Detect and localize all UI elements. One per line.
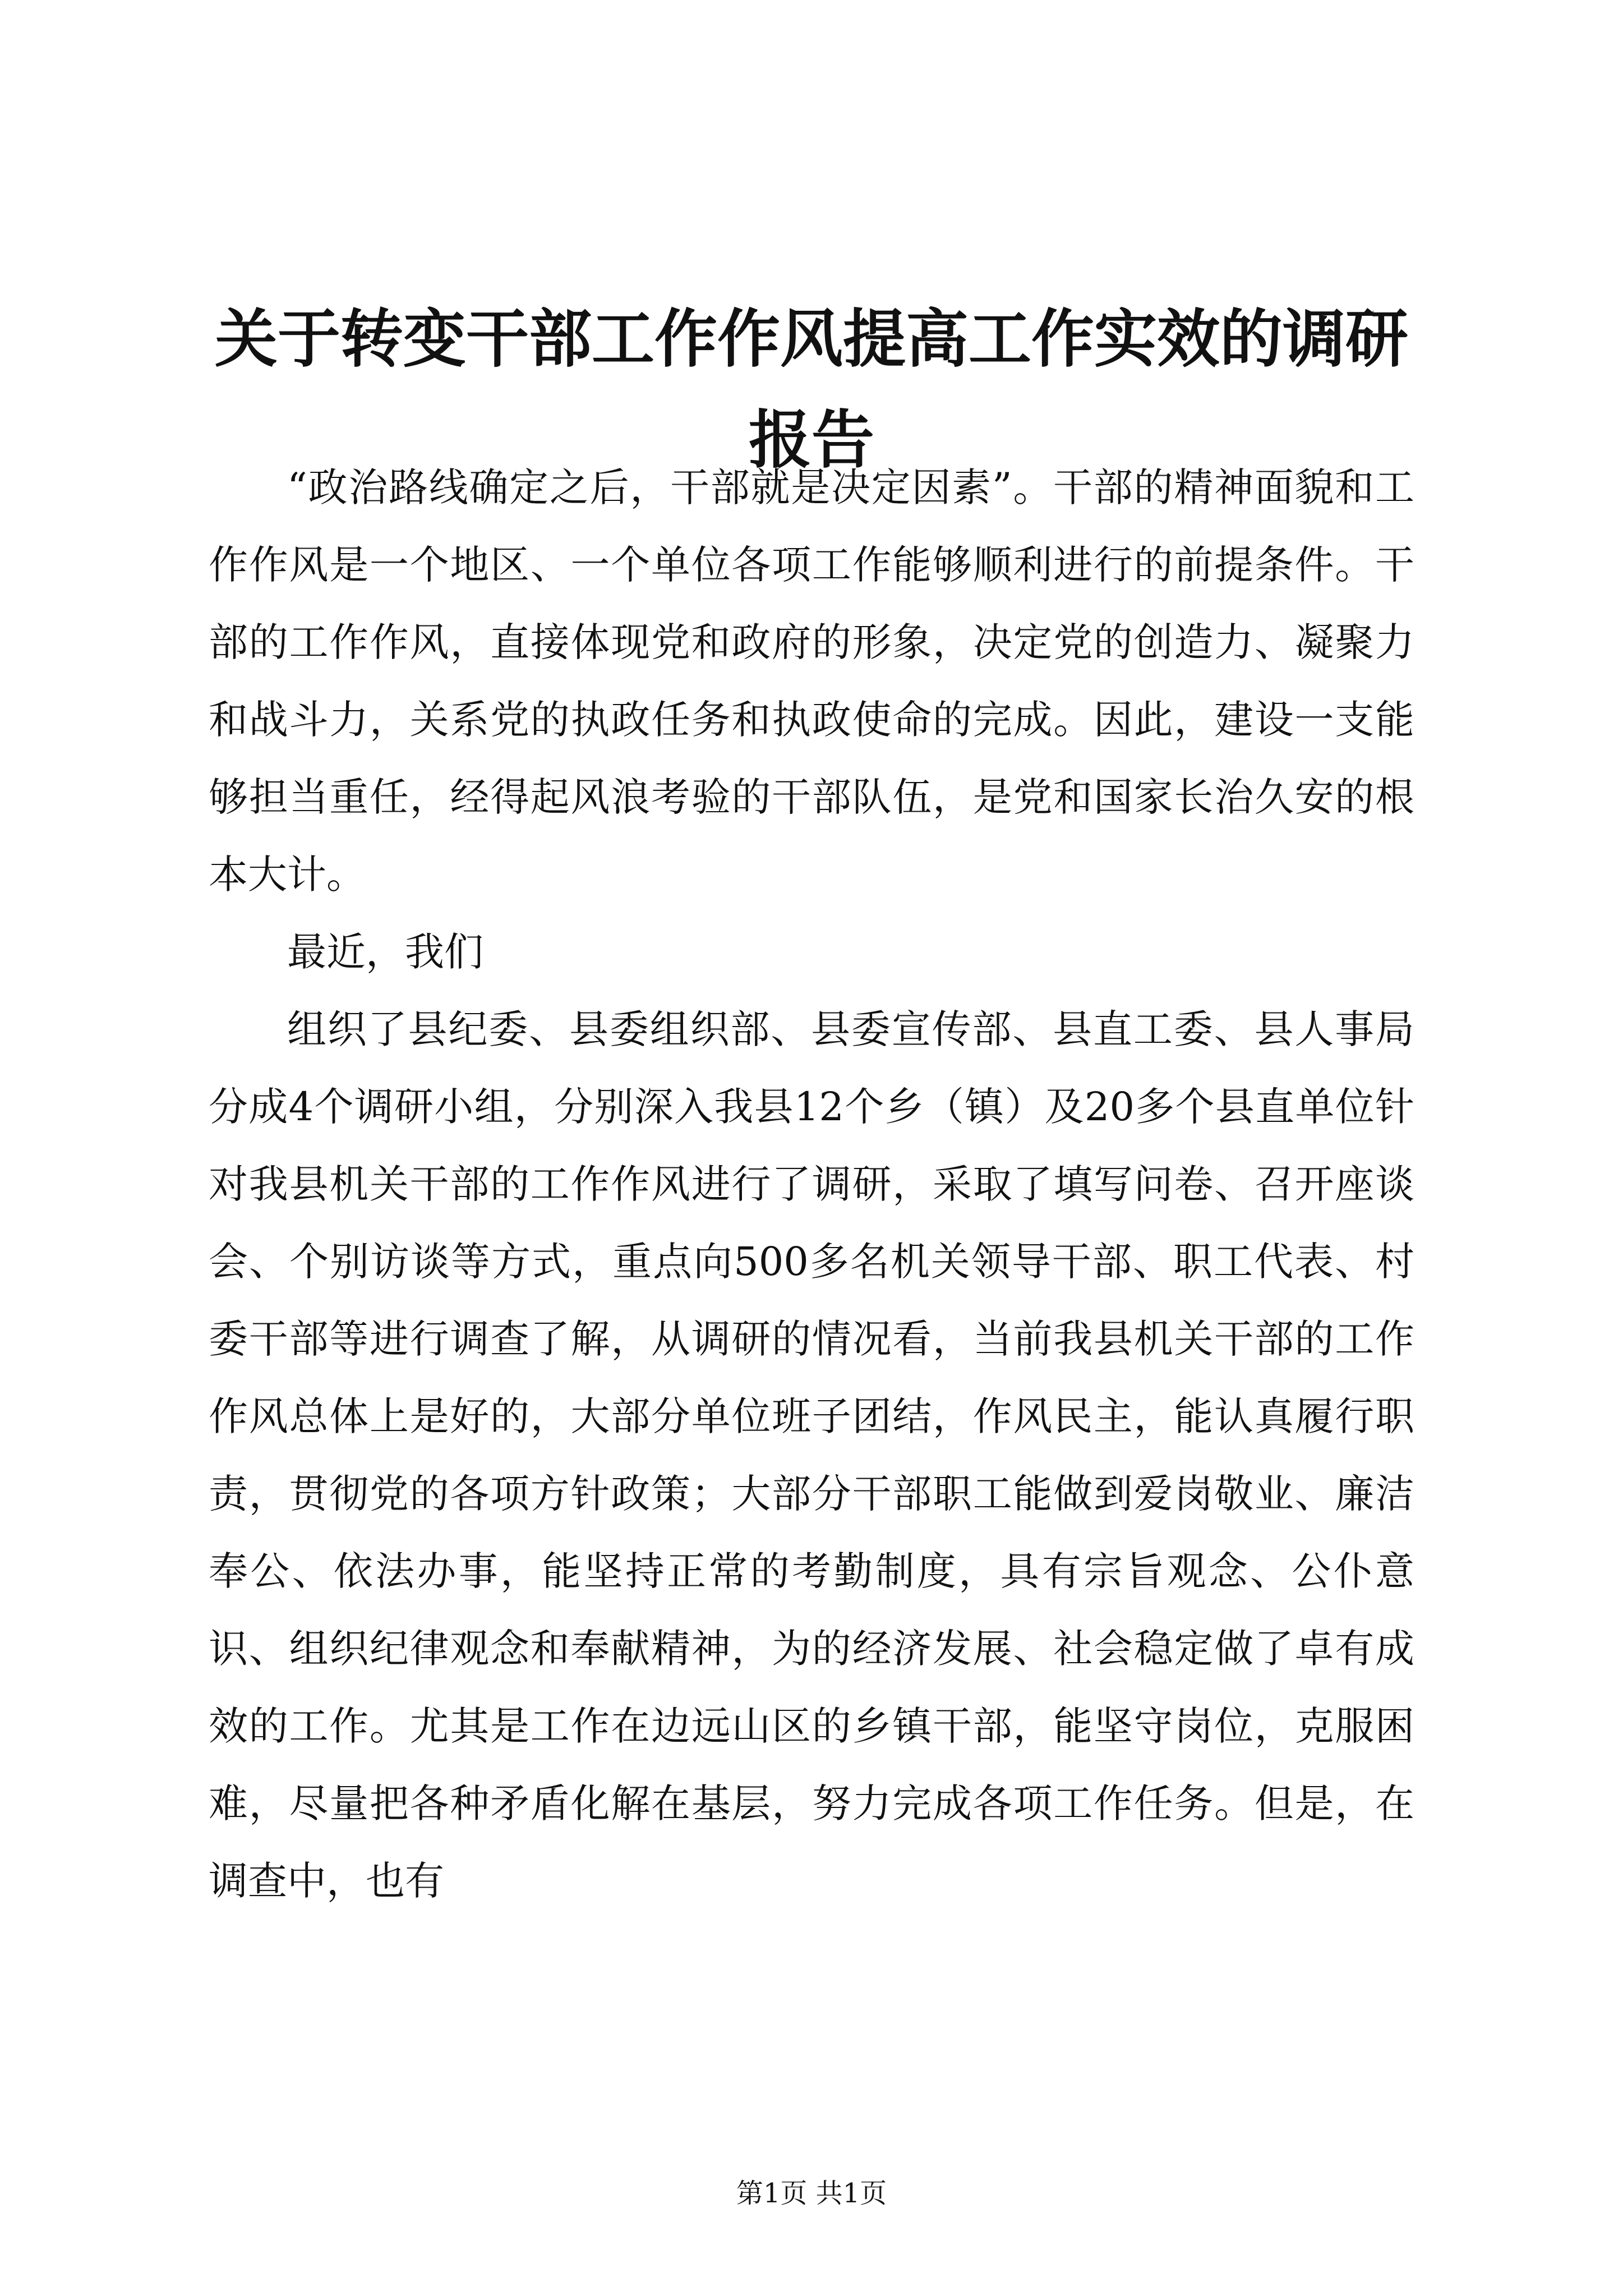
paragraph-intro: “政治路线确定之后，干部就是决定因素”。干部的精神面貌和工作作风是一个地区、一个单位各项工作能够顺利进行的前提条件。干部的工作作风，直接体现党和政府的形象，决定党的创造力、凝聚力和战斗力，关系党的执政任务和执政使命的完成。因此，建设一支能够担当重任，经得起风浪考验的干部队伍，是党和国家长治久安的根本大计。: [209, 464, 1414, 898]
page-footer: [0, 2177, 1623, 2210]
paragraph-recently: 最近，我们: [287, 929, 483, 975]
paragraph-investigation: 组织了县纪委、县委组织部、县委宣传部、县直工委、县人事局分成4个调研小组，分别深入我县12个乡（镇）及20多个县直单位针对我县机关干部的工作作风进行了调研，采取了填写问卷、召开座谈会、个别访谈等方式，重点向500多名机关领导干部、职工代表、村委干部等进行调查了解，从调研的情况看，当前我县机关干部的工作作风总体上是好的，大部分单位班子团结，作风民主，能认真履行职责，贯彻党的各项方针政策；大部分干部职工能做到爱岗敬业、廉洁奉公、依法办事，能坚持正常的考勤制度，具有宗旨观念、公仆意识、组织纪律观念和奉献精神，为的经济发展、社会稳定做了卓有成效的工作。尤其是工作在边远山区的乡镇干部，能坚守岗位，克服困难，尽量把各种矛盾化解在基层，努力完成各项工作任务。但是，在调查中，也有: [209, 1006, 1414, 1904]
document-body: [209, 449, 1414, 1920]
document-title: 关于转变干部工作作风提高工作实效的调研报告: [215, 302, 1408, 477]
page-number-text: 第1页 共1页: [736, 2178, 887, 2209]
